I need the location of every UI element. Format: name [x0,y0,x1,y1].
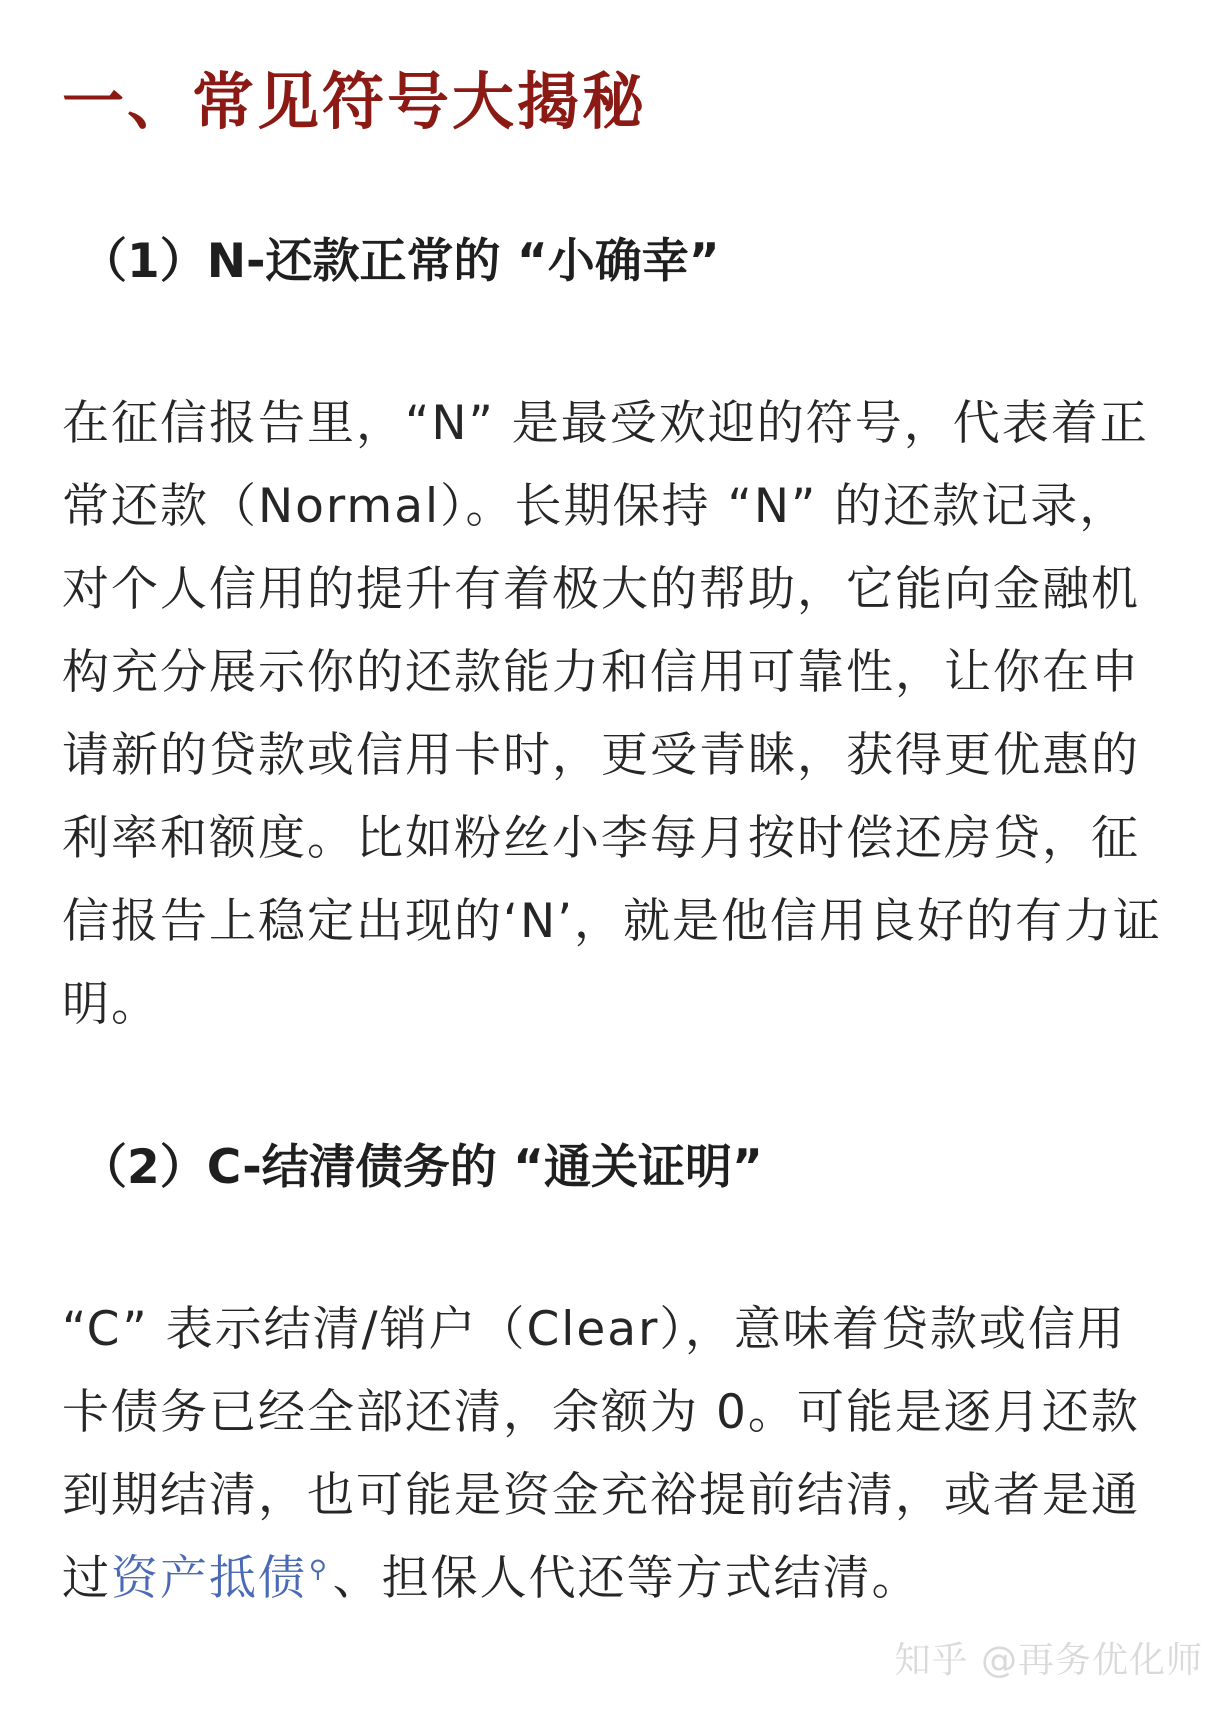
asset-offset-link[interactable]: 资产抵债 [111,1551,307,1606]
page-title: 一、常见符号大揭秘 [62,65,648,138]
paragraph-text-before-link: “C” 表示结清/销户（Clear），意味着贷款或信用卡债务已经全部还清，余额为 0。可能是逐月还款到期结清，也可能是资金充裕提前结清，或者是通过 [62,1302,1140,1606]
section-paragraph-c [62,1288,1172,1620]
paragraph-text-after-link: 、担保人代还等方式结清。 [332,1551,921,1606]
section-heading-n: （1）N-还款正常的 “小确幸” [80,234,720,289]
section-paragraph-n: 在征信报告里，“N” 是最受欢迎的符号，代表着正常还款（Normal）。长期保持 “N” 的还款记录，对个人信用的提升有着极大的帮助，它能向金融机构充分展示你的还款能力和信用可靠性，让你在申请新的贷款或信用卡时，更受青睐，获得更优惠的利率和额度。比如粉丝小李每月按时偿还房贷，征信报告上稳定出现的‘N’，就是他信用良好的有力证明。 [62,396,1163,1032]
section-heading-c: （2）C-结清债务的 “通关证明” [80,1140,763,1195]
search-icon[interactable]: ⚲ [309,1555,329,1584]
watermark: 知乎 @再务优化师 [894,1640,1203,1681]
